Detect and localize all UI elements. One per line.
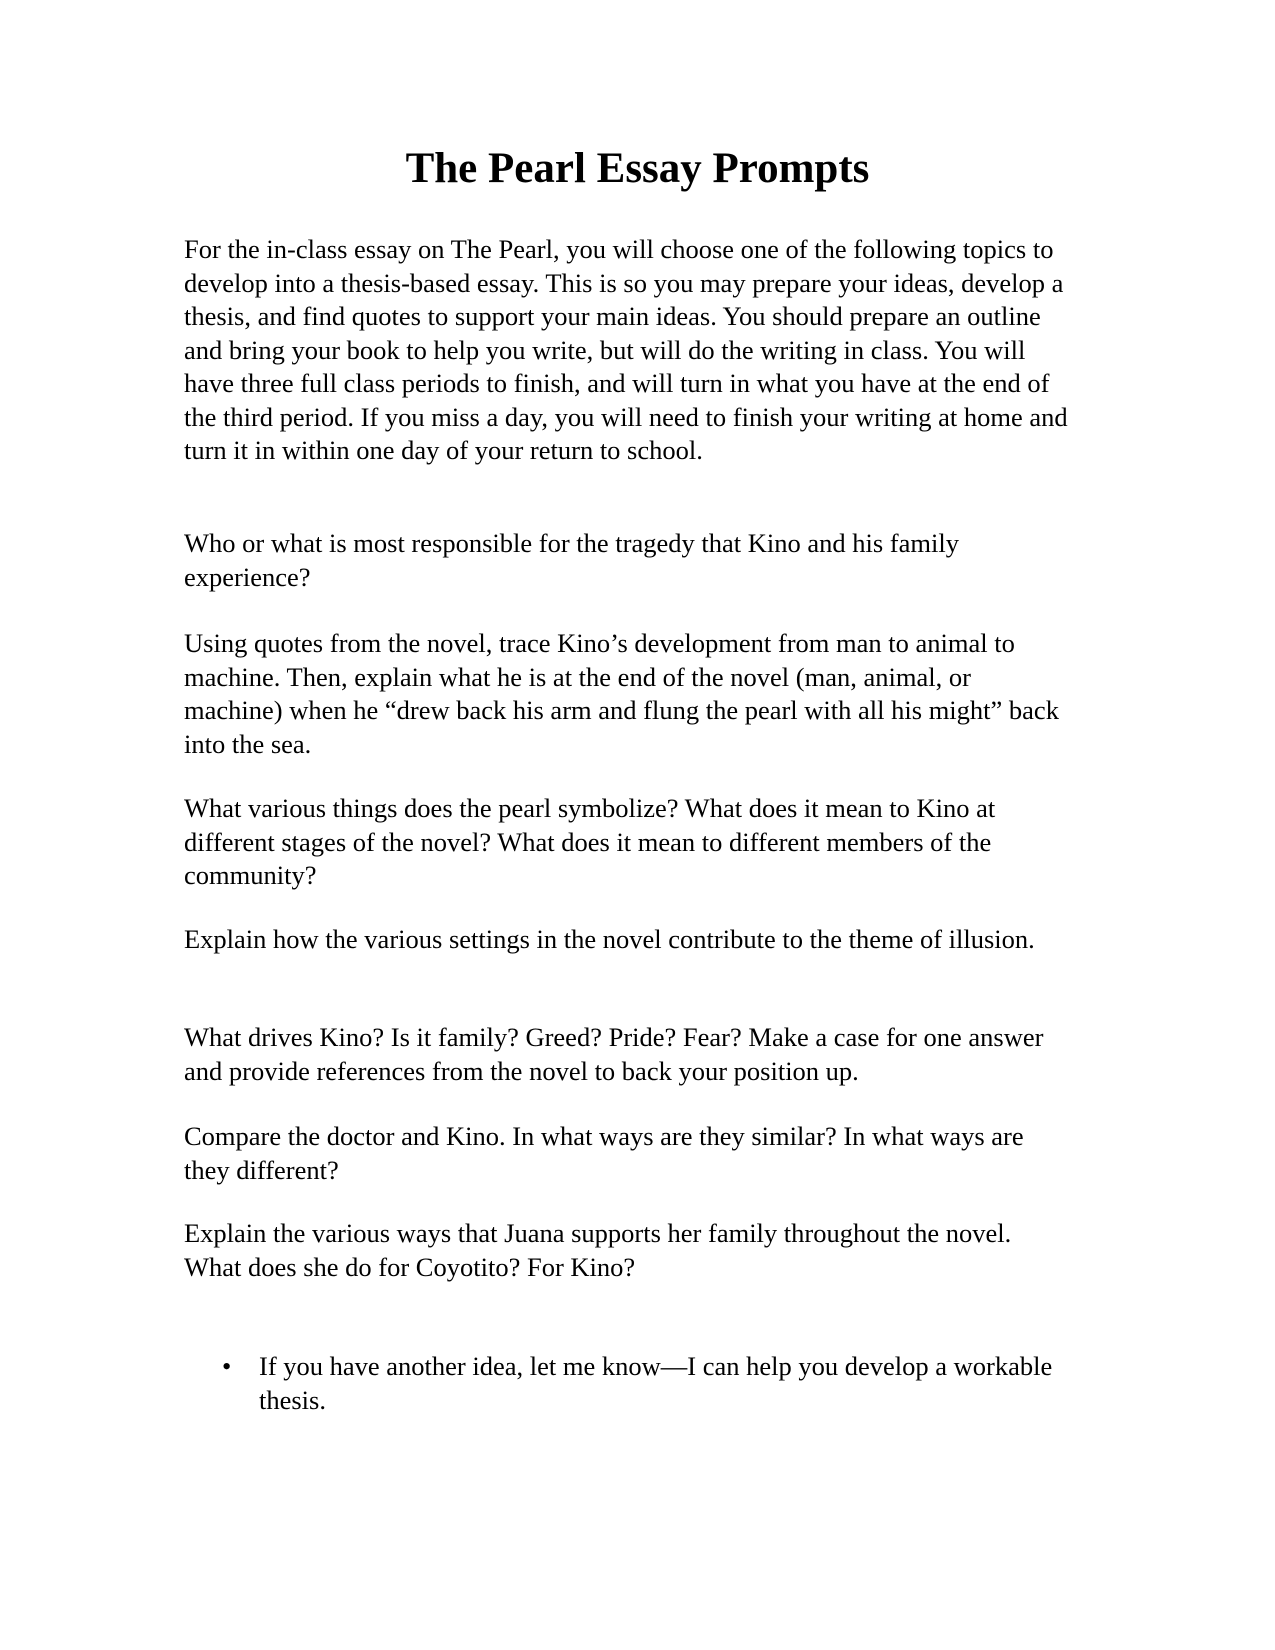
bullet-dot-icon: • (222, 1351, 232, 1381)
bullet-list (184, 1350, 1074, 1417)
prompt-paragraph-6: Compare the doctor and Kino. In what ways are they similar? In what ways are they different? (184, 1121, 1024, 1185)
prompt-paragraph-1: Who or what is most responsible for the tragedy that Kino and his family experience? (184, 528, 959, 592)
prompt-paragraph-4: Explain how the various settings in the novel contribute to the theme of illusion. (184, 924, 1035, 954)
bullet-text: If you have another idea, let me know—I can help you develop a workable thesis. (259, 1351, 1053, 1415)
page-title: The Pearl Essay Prompts (405, 145, 870, 192)
bullet-item (184, 1350, 1074, 1417)
prompt-paragraph-5: What drives Kino? Is it family? Greed? Pride? Fear? Make a case for one answer and provide references from the novel to back your position up. (184, 1022, 1044, 1086)
prompt-paragraph-2: Using quotes from the novel, trace Kino’s development from man to animal to machine. Then, explain what he is at the end of the novel (man, animal, or machine) when he “drew back his arm and flung the pearl with all his might” back into the sea. (184, 628, 1059, 759)
prompt-paragraph-7: Explain the various ways that Juana supports her family throughout the novel. What does she do for Coyotito? For Kino? (184, 1218, 1012, 1282)
prompt-paragraph-3: What various things does the pearl symbolize? What does it mean to Kino at different stages of the novel? What does it mean to different members of the community? (184, 793, 996, 890)
intro-paragraph: For the in-class essay on The Pearl, you will choose one of the following topics to develop into a thesis-based essay. This is so you may prepare your ideas, develop a thesis, and find quotes to support your main ideas. You should prepare an outline and bring your book to help you write, but will do the writing in class. You will have three full class periods to finish, and will turn in what you have at the end of the third period. If you miss a day, you will need to finish your writing at home and turn it in within one day of your return to school. (184, 234, 1068, 465)
